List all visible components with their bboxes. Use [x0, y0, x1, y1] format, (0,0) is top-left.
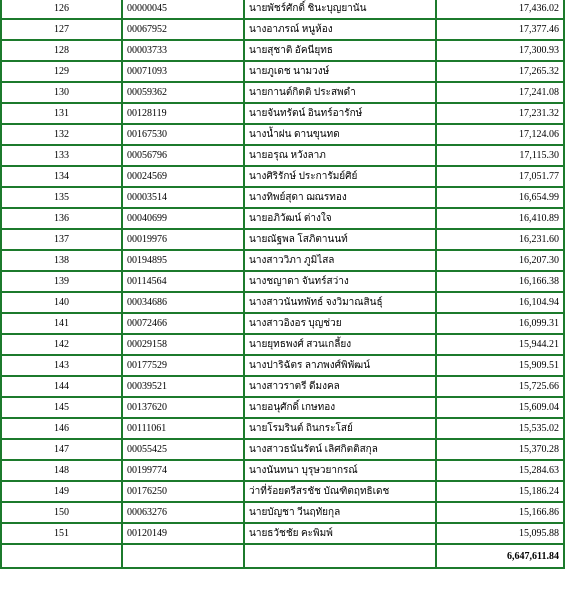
amount: 15,944.21 — [436, 334, 564, 355]
table-row — [1, 523, 564, 544]
table-row — [1, 481, 564, 502]
member-name: นายภูเดช นามวงษ์ — [244, 61, 436, 82]
member-name: นายอนุศักดิ์ เกษทอง — [244, 397, 436, 418]
amount: 15,186.24 — [436, 481, 564, 502]
table-row — [1, 271, 564, 292]
total-row — [1, 544, 564, 568]
member-name: นายณัฐพล โสภิตานนท์ — [244, 229, 436, 250]
member-id: 00003514 — [122, 187, 244, 208]
table-row — [1, 397, 564, 418]
member-name: นายพัชร์ศักดิ์ ชินะบุญยานัน — [244, 0, 436, 19]
member-id: 00111061 — [122, 418, 244, 439]
member-id: 00019976 — [122, 229, 244, 250]
member-name: นางศิริรักษ์ ประการัมย์ศิย์ — [244, 166, 436, 187]
member-name: นางทิพย์สุดา ฌณรทอง — [244, 187, 436, 208]
member-id: 00177529 — [122, 355, 244, 376]
amount: 17,051.77 — [436, 166, 564, 187]
amount: 15,284.63 — [436, 460, 564, 481]
table-row — [1, 82, 564, 103]
member-name: นายจันทรัตน์ อินทร์อารักษ์ — [244, 103, 436, 124]
amount: 17,124.06 — [436, 124, 564, 145]
table-row — [1, 439, 564, 460]
member-name: นางสาวนันทพัทธ์ จงวิมาณสินธุ์ — [244, 292, 436, 313]
amount: 17,115.30 — [436, 145, 564, 166]
amount: 16,207.30 — [436, 250, 564, 271]
member-id: 00167530 — [122, 124, 244, 145]
empty-cell — [244, 544, 436, 568]
member-id: 00128119 — [122, 103, 244, 124]
amount: 17,231.32 — [436, 103, 564, 124]
row-number: 141 — [1, 313, 122, 334]
amount: 15,535.02 — [436, 418, 564, 439]
member-id: 00072466 — [122, 313, 244, 334]
table-row — [1, 145, 564, 166]
row-number: 143 — [1, 355, 122, 376]
member-name: นายสุชาติ อัคนียุทธ — [244, 40, 436, 61]
row-number: 150 — [1, 502, 122, 523]
table-row — [1, 502, 564, 523]
member-id: 00137620 — [122, 397, 244, 418]
row-number: 126 — [1, 0, 122, 19]
table-row — [1, 103, 564, 124]
row-number: 129 — [1, 61, 122, 82]
member-name: นางนันทนา บุรุษวยากรณ์ — [244, 460, 436, 481]
member-id: 00194895 — [122, 250, 244, 271]
row-number: 144 — [1, 376, 122, 397]
member-name: นางปาริฉัตร ลาภพงศ์พิพัฒน์ — [244, 355, 436, 376]
table-row — [1, 166, 564, 187]
amount: 15,909.51 — [436, 355, 564, 376]
member-name: นายโรมรินต์ ถินกระโสย์ — [244, 418, 436, 439]
row-number: 127 — [1, 19, 122, 40]
amount: 16,104.94 — [436, 292, 564, 313]
member-id: 00024569 — [122, 166, 244, 187]
member-id: 00120149 — [122, 523, 244, 544]
member-id: 00059362 — [122, 82, 244, 103]
member-id: 00071093 — [122, 61, 244, 82]
empty-cell — [1, 544, 122, 568]
amount: 17,300.93 — [436, 40, 564, 61]
row-number: 128 — [1, 40, 122, 61]
member-id: 00067952 — [122, 19, 244, 40]
table-row — [1, 208, 564, 229]
row-number: 136 — [1, 208, 122, 229]
table-row — [1, 0, 564, 19]
member-id: 00055425 — [122, 439, 244, 460]
row-number: 133 — [1, 145, 122, 166]
member-name: นางชญาดา จันทร์สว่าง — [244, 271, 436, 292]
member-id: 00056796 — [122, 145, 244, 166]
table-row — [1, 187, 564, 208]
member-id: 00040699 — [122, 208, 244, 229]
row-number: 134 — [1, 166, 122, 187]
table-row — [1, 376, 564, 397]
member-id: 00003733 — [122, 40, 244, 61]
table-row — [1, 61, 564, 82]
member-name: นางสาววิภา ภูมิไสล — [244, 250, 436, 271]
table-row — [1, 40, 564, 61]
table-row — [1, 418, 564, 439]
table-row — [1, 124, 564, 145]
table-body — [1, 0, 564, 568]
table-row — [1, 355, 564, 376]
member-name: นางอาภรณ์ หนูห้อง — [244, 19, 436, 40]
table-row — [1, 334, 564, 355]
amount: 15,609.04 — [436, 397, 564, 418]
table-row — [1, 292, 564, 313]
row-number: 132 — [1, 124, 122, 145]
amount: 17,436.02 — [436, 0, 564, 19]
row-number: 142 — [1, 334, 122, 355]
member-id: 00000045 — [122, 0, 244, 19]
member-name: นายบัญชา วีนฤทัยกุล — [244, 502, 436, 523]
member-name: นางสาวราตรี ดีมงคล — [244, 376, 436, 397]
row-number: 146 — [1, 418, 122, 439]
amount: 17,265.32 — [436, 61, 564, 82]
row-number: 131 — [1, 103, 122, 124]
amount: 15,725.66 — [436, 376, 564, 397]
amount: 17,241.08 — [436, 82, 564, 103]
table-row — [1, 250, 564, 271]
member-name: นายธวัชชัย คะพิมพ์ — [244, 523, 436, 544]
grand-total: 6,647,611.84 — [436, 544, 564, 568]
member-name: นายอภิวัฒน์ ต่างใจ — [244, 208, 436, 229]
member-id: 00039521 — [122, 376, 244, 397]
row-number: 151 — [1, 523, 122, 544]
amount: 16,410.89 — [436, 208, 564, 229]
row-number: 135 — [1, 187, 122, 208]
amount: 15,166.86 — [436, 502, 564, 523]
row-number: 145 — [1, 397, 122, 418]
member-id: 00029158 — [122, 334, 244, 355]
amount: 17,377.46 — [436, 19, 564, 40]
row-number: 139 — [1, 271, 122, 292]
member-name: นายยุทธพงศ์ สวนเกลี้ยง — [244, 334, 436, 355]
row-number: 137 — [1, 229, 122, 250]
member-id: 00176250 — [122, 481, 244, 502]
member-name: นางสาวอิงอร บุญช่วย — [244, 313, 436, 334]
amount: 16,099.31 — [436, 313, 564, 334]
table-row — [1, 19, 564, 40]
member-name: ว่าที่ร้อยตรีสรชัช บัณฑิตฤทธิเดช — [244, 481, 436, 502]
member-name: นายอรุณ หวังลาภ — [244, 145, 436, 166]
table-row — [1, 229, 564, 250]
member-id: 00034686 — [122, 292, 244, 313]
amount: 16,166.38 — [436, 271, 564, 292]
row-number: 130 — [1, 82, 122, 103]
row-number: 148 — [1, 460, 122, 481]
member-id: 00063276 — [122, 502, 244, 523]
member-name: นายกานต์กิตติ ประสพดำ — [244, 82, 436, 103]
row-number: 149 — [1, 481, 122, 502]
row-number: 140 — [1, 292, 122, 313]
empty-cell — [122, 544, 244, 568]
amount: 16,654.99 — [436, 187, 564, 208]
row-number: 147 — [1, 439, 122, 460]
amount: 15,370.28 — [436, 439, 564, 460]
member-id: 00114564 — [122, 271, 244, 292]
table-row — [1, 460, 564, 481]
member-name: นางน้ำฝน ดานขุนทด — [244, 124, 436, 145]
amount: 16,231.60 — [436, 229, 564, 250]
row-number: 138 — [1, 250, 122, 271]
amount: 15,095.88 — [436, 523, 564, 544]
table-row — [1, 313, 564, 334]
member-id: 00199774 — [122, 460, 244, 481]
member-name: นางสาวธนันรัตน์ เลิศกิตติสกุล — [244, 439, 436, 460]
